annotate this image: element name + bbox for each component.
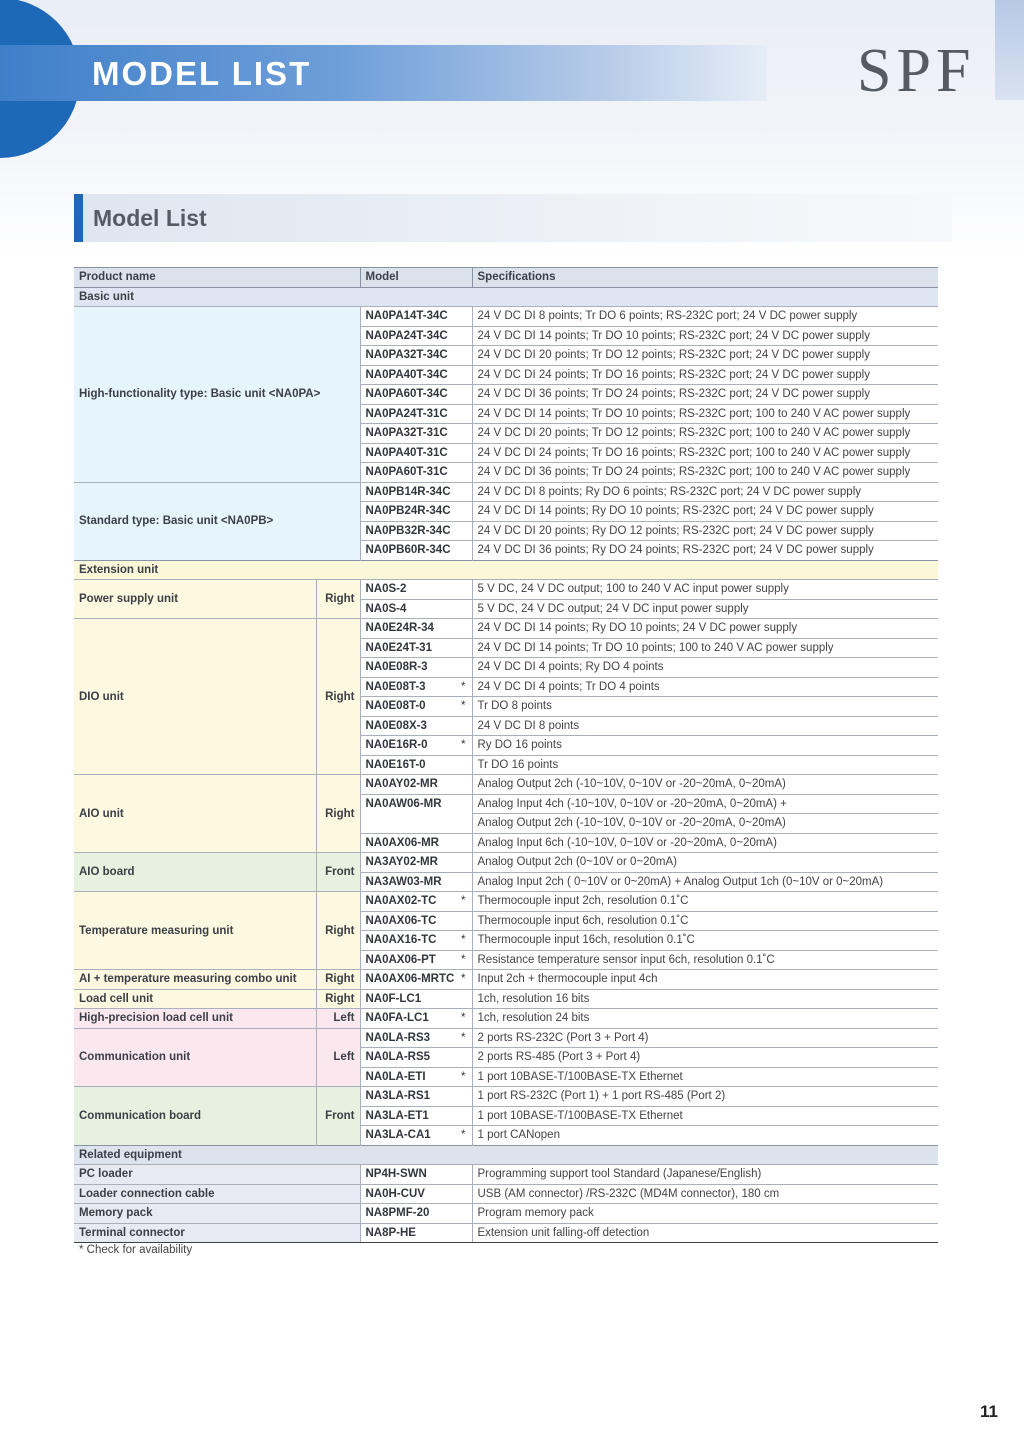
model-cell	[360, 599, 472, 619]
page-number: 11	[980, 1402, 998, 1421]
spec-cell: 5 V DC, 24 V DC output; 24 V DC input power supply	[472, 599, 938, 619]
section-title: Model List	[93, 205, 207, 231]
spec-cell: 24 V DC DI 24 points; Tr DO 16 points; RS-232C port; 100 to 240 V AC power supply	[472, 443, 938, 463]
spec-cell: Resistance temperature sensor input 6ch, resolution 0.1˚C	[472, 950, 938, 970]
table-row	[74, 892, 938, 912]
model-cell	[360, 931, 472, 951]
model-code: NA3LA-CA1	[365, 1129, 431, 1142]
spec-cell: Thermocouple input 16ch, resolution 0.1˚C	[472, 931, 938, 951]
product-name: AI + temperature measuring combo unit	[74, 970, 316, 990]
model-cell	[360, 872, 472, 892]
spec-cell: Extension unit falling-off detection	[472, 1223, 938, 1243]
title-bar	[0, 45, 767, 101]
product-name: Terminal connector	[74, 1223, 360, 1243]
spec-cell: 24 V DC DI 14 points; Tr DO 10 points; 100 to 240 V AC power supply	[472, 638, 938, 658]
product-name: AIO board	[74, 853, 316, 892]
spec-cell: 2 ports RS-232C (Port 3 + Port 4)	[472, 1028, 938, 1048]
model-code: NA0LA-RS5	[365, 1051, 431, 1064]
spec-cell: 24 V DC DI 8 points; Tr DO 6 points; RS-232C port; 24 V DC power supply	[472, 307, 938, 327]
model-cell	[360, 1223, 472, 1243]
model-code: NA0E24R-34	[365, 622, 434, 635]
model-code: NA0S-2	[365, 583, 407, 596]
model-cell	[360, 1009, 472, 1029]
model-code: NA0PB14R-34C	[365, 485, 451, 498]
model-cell	[360, 911, 472, 931]
model-cell	[360, 1067, 472, 1087]
model-code: NA0PA14T-34C	[365, 310, 448, 323]
spec-cell: 24 V DC DI 4 points; Tr DO 4 points	[472, 677, 938, 697]
spec-cell: 1 port 10BASE-T/100BASE-TX Ethernet	[472, 1067, 938, 1087]
spec-cell: Analog Input 4ch (-10~10V, 0~10V or -20~20mA, 0~20mA) +	[472, 794, 938, 814]
model-code: NA0AX02-TC	[365, 895, 437, 908]
model-code: NA0E08X-3	[365, 719, 427, 732]
section-row-extension-label: Extension unit	[74, 560, 938, 580]
model-cell	[360, 365, 472, 385]
model-code: NP4H-SWN	[365, 1168, 427, 1181]
model-cell	[360, 404, 472, 424]
model-cell	[360, 1126, 472, 1146]
spec-cell: Thermocouple input 2ch, resolution 0.1˚C	[472, 892, 938, 912]
spec-cell: Program memory pack	[472, 1204, 938, 1224]
model-cell	[360, 346, 472, 366]
mount-position: Right	[316, 970, 360, 990]
spec-cell: Ry DO 16 points	[472, 736, 938, 756]
spec-cell: 24 V DC DI 36 points; Tr DO 24 points; RS-232C port; 100 to 240 V AC power supply	[472, 463, 938, 483]
table-row	[74, 1087, 938, 1107]
spec-cell: 1ch, resolution 16 bits	[472, 989, 938, 1009]
spec-cell: 24 V DC DI 36 points; Ry DO 24 points; RS-232C port; 24 V DC power supply	[472, 541, 938, 561]
model-cell	[360, 950, 472, 970]
table-row	[74, 619, 938, 639]
model-cell	[360, 853, 472, 873]
footnote: * Check for availability	[79, 1244, 193, 1256]
model-cell	[360, 1087, 472, 1107]
mount-position: Right	[316, 775, 360, 853]
edge-tab	[995, 0, 1024, 100]
table-row	[74, 775, 938, 795]
model-code: NA0AY02-MR	[365, 778, 438, 791]
section-row-basic	[74, 287, 938, 307]
header-specs: Specifications	[472, 268, 938, 288]
spec-cell: 5 V DC, 24 V DC output; 100 to 240 V AC input power supply	[472, 580, 938, 600]
section-row-basic-label: Basic unit	[74, 287, 938, 307]
model-cell	[360, 521, 472, 541]
spec-cell: 1 port 10BASE-T/100BASE-TX Ethernet	[472, 1106, 938, 1126]
model-code: NA0F-LC1	[365, 992, 422, 1005]
spec-cell: Programming support tool Standard (Japanese/English)	[472, 1165, 938, 1185]
model-code: NA0E08T-0	[365, 700, 426, 713]
model-code: NA0AX16-TC	[365, 934, 437, 947]
model-code: NA0PB32R-34C	[365, 524, 451, 537]
model-code: NA0PB60R-34C	[365, 544, 451, 557]
model-cell	[360, 619, 472, 639]
model-cell	[360, 385, 472, 405]
spec-cell: Tr DO 16 points	[472, 755, 938, 775]
model-cell	[360, 794, 472, 814]
model-cell	[360, 736, 472, 756]
model-code: NA0PA24T-31C	[365, 407, 448, 420]
product-name: AIO unit	[74, 775, 316, 853]
spec-cell: Analog Output 2ch (-10~10V, 0~10V or -20~20mA, 0~20mA)	[472, 775, 938, 795]
model-cell	[360, 1048, 472, 1068]
model-code: NA0H-CUV	[365, 1187, 425, 1200]
availability-mark: *	[461, 1031, 466, 1044]
model-cell	[360, 755, 472, 775]
spec-cell: Analog Input 6ch (-10~10V, 0~10V or -20~20mA, 0~20mA)	[472, 833, 938, 853]
table-row	[74, 1223, 938, 1243]
model-cell	[360, 1184, 472, 1204]
section-row-extension	[74, 560, 938, 580]
product-name: Communication unit	[74, 1028, 316, 1087]
model-cell	[360, 833, 472, 853]
spec-cell: 2 ports RS-485 (Port 3 + Port 4)	[472, 1048, 938, 1068]
model-code: NA3LA-ET1	[365, 1109, 429, 1122]
model-code: NA0PA60T-31C	[365, 466, 448, 479]
model-cell	[360, 580, 472, 600]
spec-cell: 24 V DC DI 20 points; Tr DO 12 points; RS-232C port; 24 V DC power supply	[472, 346, 938, 366]
spec-cell: 24 V DC DI 20 points; Tr DO 12 points; RS-232C port; 100 to 240 V AC power supply	[472, 424, 938, 444]
spec-cell: USB (AM connector) /RS-232C (MD4M connector), 180 cm	[472, 1184, 938, 1204]
spec-cell: 24 V DC DI 20 points; Ry DO 12 points; RS-232C port; 24 V DC power supply	[472, 521, 938, 541]
product-name: Temperature measuring unit	[74, 892, 316, 970]
model-code: NA0PA32T-34C	[365, 349, 448, 362]
model-code: NA0S-4	[365, 602, 407, 615]
model-cell	[360, 989, 472, 1009]
model-code: NA3AY02-MR	[365, 856, 438, 869]
model-code: NA8PMF-20	[365, 1207, 430, 1220]
spec-cell: 24 V DC DI 8 points; Ry DO 6 points; RS-232C port; 24 V DC power supply	[472, 482, 938, 502]
spec-cell: Thermocouple input 6ch, resolution 0.1˚C	[472, 911, 938, 931]
model-code: NA3AW03-MR	[365, 875, 442, 888]
spec-cell: 24 V DC DI 24 points; Tr DO 16 points; RS-232C port; 24 V DC power supply	[472, 365, 938, 385]
model-cell	[360, 307, 472, 327]
model-cell	[360, 814, 472, 834]
model-code: NA0PB24R-34C	[365, 505, 451, 518]
table-row	[74, 1028, 938, 1048]
model-code: NA0PA24T-34C	[365, 329, 448, 342]
mount-position: Front	[316, 1087, 360, 1146]
table-row	[74, 482, 938, 502]
model-cell	[360, 970, 472, 990]
availability-mark: *	[461, 1012, 466, 1024]
model-cell	[360, 326, 472, 346]
product-name: High-functionality type: Basic unit <NA0PA>	[74, 307, 360, 483]
spec-cell: 24 V DC DI 14 points; Tr DO 10 points; RS-232C port; 100 to 240 V AC power supply	[472, 404, 938, 424]
model-code: NA0PA32T-31C	[365, 427, 448, 440]
spec-cell: Input 2ch + thermocouple input 4ch	[472, 970, 938, 990]
model-cell	[360, 1028, 472, 1048]
availability-mark: *	[461, 973, 466, 985]
table-row	[74, 1204, 938, 1224]
mount-position: Right	[316, 989, 360, 1009]
availability-mark: *	[461, 680, 466, 693]
model-code: NA0FA-LC1	[365, 1012, 429, 1025]
spec-cell: 24 V DC DI 14 points; Ry DO 10 points; 24 V DC power supply	[472, 619, 938, 639]
product-name: Power supply unit	[74, 580, 316, 619]
spec-cell: Analog Input 2ch ( 0~10V or 0~20mA) + Analog Output 1ch (0~10V or 0~20mA)	[472, 872, 938, 892]
section-row-related-label: Related equipment	[74, 1145, 938, 1165]
spec-cell: Analog Output 2ch (-10~10V, 0~10V or -20~20mA, 0~20mA)	[472, 814, 938, 834]
model-cell	[360, 463, 472, 483]
product-name: Loader connection cable	[74, 1184, 360, 1204]
header-model: Model	[360, 268, 472, 288]
table-row	[74, 1184, 938, 1204]
availability-mark: *	[461, 700, 466, 712]
availability-mark: *	[461, 1070, 466, 1083]
model-code: NA0E08R-3	[365, 661, 428, 674]
section-row-related	[74, 1145, 938, 1165]
model-code: NA0E08T-3	[365, 680, 426, 693]
mount-position: Left	[316, 1028, 360, 1087]
model-code: NA8P-HE	[365, 1226, 416, 1239]
table-row	[74, 1165, 938, 1185]
header-product: Product name	[74, 268, 360, 288]
model-code: NA3LA-RS1	[365, 1090, 431, 1103]
section-accent	[74, 194, 83, 242]
model-cell	[360, 1106, 472, 1126]
model-cell	[360, 638, 472, 658]
model-code: NA0PA40T-31C	[365, 446, 448, 459]
product-name: Load cell unit	[74, 989, 316, 1009]
mount-position: Front	[316, 853, 360, 892]
model-code: NA0E16T-0	[365, 758, 426, 771]
table-row	[74, 1009, 938, 1029]
table-body	[74, 287, 938, 1243]
table-row	[74, 580, 938, 600]
model-code: NA0E24T-31	[365, 641, 432, 654]
mount-position: Right	[316, 892, 360, 970]
spec-cell: 24 V DC DI 14 points; Ry DO 10 points; RS-232C port; 24 V DC power supply	[472, 502, 938, 522]
product-name: Memory pack	[74, 1204, 360, 1224]
availability-mark: *	[461, 1129, 466, 1141]
product-name: Standard type: Basic unit <NA0PB>	[74, 482, 360, 560]
model-cell	[360, 443, 472, 463]
model-cell	[360, 892, 472, 912]
product-name: Communication board	[74, 1087, 316, 1146]
model-code: NA0LA-ETI	[365, 1070, 426, 1083]
model-cell	[360, 482, 472, 502]
availability-mark: *	[461, 953, 466, 966]
model-cell	[360, 697, 472, 717]
model-code: NA0AX06-TC	[365, 914, 437, 927]
spec-cell: 1ch, resolution 24 bits	[472, 1009, 938, 1029]
availability-mark: *	[461, 895, 466, 907]
model-code: NA0LA-RS3	[365, 1031, 431, 1044]
spec-cell: 1 port CANopen	[472, 1126, 938, 1146]
model-cell	[360, 1204, 472, 1224]
mount-position: Right	[316, 580, 360, 619]
model-cell	[360, 424, 472, 444]
spec-cell: Analog Output 2ch (0~10V or 0~20mA)	[472, 853, 938, 873]
mount-position: Left	[316, 1009, 360, 1029]
brand-logo: SPF	[857, 37, 976, 105]
spec-cell: 24 V DC DI 36 points; Tr DO 24 points; RS-232C port; 24 V DC power supply	[472, 385, 938, 405]
spec-cell: Tr DO 8 points	[472, 697, 938, 717]
table-row	[74, 989, 938, 1009]
model-code: NA0AX06-MRTC	[365, 973, 455, 986]
spec-cell: 1 port RS-232C (Port 1) + 1 port RS-485 (Port 2)	[472, 1087, 938, 1107]
availability-mark: *	[461, 739, 466, 751]
model-cell	[360, 775, 472, 795]
product-name: High-precision load cell unit	[74, 1009, 316, 1029]
spec-cell: 24 V DC DI 14 points; Tr DO 10 points; RS-232C port; 24 V DC power supply	[472, 326, 938, 346]
page-title: MODEL LIST	[92, 55, 312, 92]
model-cell	[360, 502, 472, 522]
model-cell	[360, 677, 472, 697]
model-code: NA0AX06-PT	[365, 953, 436, 966]
model-code: NA0AX06-MR	[365, 836, 439, 849]
model-cell	[360, 716, 472, 736]
model-cell	[360, 1165, 472, 1185]
model-table	[74, 267, 938, 1243]
model-code: NA0PA60T-34C	[365, 388, 448, 401]
availability-mark: *	[461, 934, 466, 946]
spec-cell: 24 V DC DI 4 points; Ry DO 4 points	[472, 658, 938, 678]
model-cell	[360, 541, 472, 561]
model-code: NA0E16R-0	[365, 739, 428, 752]
section-header	[74, 194, 952, 242]
product-name: DIO unit	[74, 619, 316, 775]
table-header-row	[74, 268, 938, 288]
spec-cell: 24 V DC DI 8 points	[472, 716, 938, 736]
table-row	[74, 970, 938, 990]
product-name: PC loader	[74, 1165, 360, 1185]
table-row	[74, 307, 938, 327]
table-row	[74, 853, 938, 873]
model-code: NA0PA40T-34C	[365, 368, 448, 381]
model-code: NA0AW06-MR	[365, 798, 442, 810]
model-cell	[360, 658, 472, 678]
mount-position: Right	[316, 619, 360, 775]
